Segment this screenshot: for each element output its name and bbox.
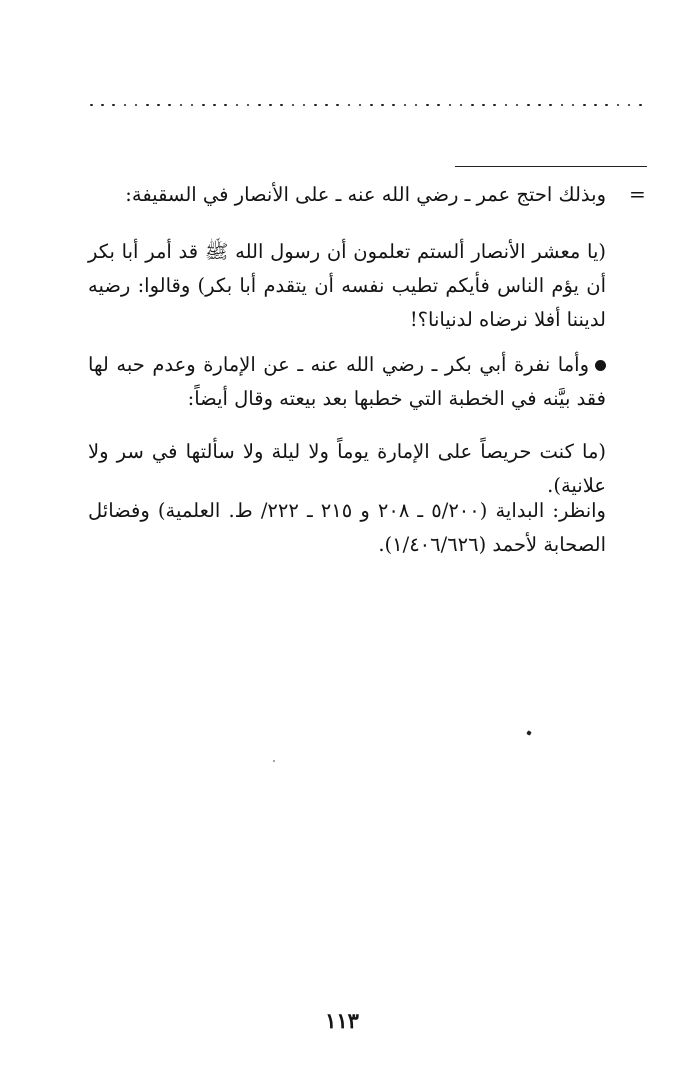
dot (336, 104, 339, 107)
dot (404, 104, 407, 107)
dot (493, 104, 496, 107)
dot (303, 104, 306, 107)
dot (617, 104, 620, 107)
dot (325, 104, 328, 107)
paragraph-abubakr (88, 348, 606, 416)
dot (561, 104, 564, 107)
dot (180, 104, 183, 107)
dot (280, 104, 283, 107)
dot (426, 104, 429, 107)
dot (348, 104, 351, 107)
paragraph-quote-abubakr: (ما كنت حريصاً على الإمارة يوماً ولا ليلة ولا سألتها في سر ولا علانية). (88, 440, 606, 497)
dot (639, 104, 642, 107)
dot (247, 104, 250, 107)
dot (437, 104, 440, 107)
page-number: ١١٣ (325, 1008, 359, 1033)
dot (224, 104, 227, 107)
dot (381, 104, 384, 107)
dot (135, 104, 138, 107)
dot (392, 104, 395, 107)
dot (146, 104, 149, 107)
dot (460, 104, 463, 107)
dot (516, 104, 519, 107)
paragraph-quote-umar: (يا معشر الأنصار ألستم تعلمون أن رسول الله ﷺ قد أمر أبا بكر أن يؤم الناس فأيكم تطيب نفسه أن يتقدم أبا بكر) وقالوا: رضيه لديننا أفلا نرضاه لدنيانا؟! (88, 240, 606, 331)
dot (191, 104, 194, 107)
dot (572, 104, 575, 107)
dot (628, 104, 631, 107)
dot (594, 104, 597, 107)
dot (101, 104, 104, 107)
continuation-marker: = (629, 182, 646, 206)
dot (549, 104, 552, 107)
dot (370, 104, 373, 107)
dot (505, 104, 508, 107)
dot (269, 104, 272, 107)
footnote-rule (455, 166, 647, 167)
dot (471, 104, 474, 107)
ink-speck (526, 730, 531, 735)
dot (605, 104, 608, 107)
dot (112, 104, 115, 107)
dot (157, 104, 160, 107)
dot (202, 104, 205, 107)
dot (124, 104, 127, 107)
dot (90, 104, 93, 107)
dotted-separator (90, 99, 642, 111)
dot (415, 104, 418, 107)
dot (359, 104, 362, 107)
dot (314, 104, 317, 107)
dot (292, 104, 295, 107)
dot (213, 104, 216, 107)
dot (449, 104, 452, 107)
dot (527, 104, 530, 107)
dot (538, 104, 541, 107)
paragraph-intro: وبذلك احتج عمر ـ رضي الله عنه ـ على الأنصار في السقيفة: (125, 183, 606, 206)
paragraph-abubakr-text: وأما نفرة أبي بكر ـ رضي الله عنه ـ عن الإمارة وعدم حبه لها فقد بيَّنه في الخطبة التي خطبها بعد بيعته وقال أيضاً: (88, 353, 606, 410)
bullet-icon (595, 360, 606, 371)
dot (482, 104, 485, 107)
dot (583, 104, 586, 107)
paragraph-references: وانظر: البداية (٥/٢٠٠ ـ ٢٠٨ و ٢١٥ ـ ٢٢٢/ ط. العلمية) وفضائل الصحابة لأحمد (١/٤٠٦/٦٢٦). (88, 499, 606, 556)
dot (168, 104, 171, 107)
dot (236, 104, 239, 107)
ink-speck (273, 760, 275, 762)
dot (258, 104, 261, 107)
